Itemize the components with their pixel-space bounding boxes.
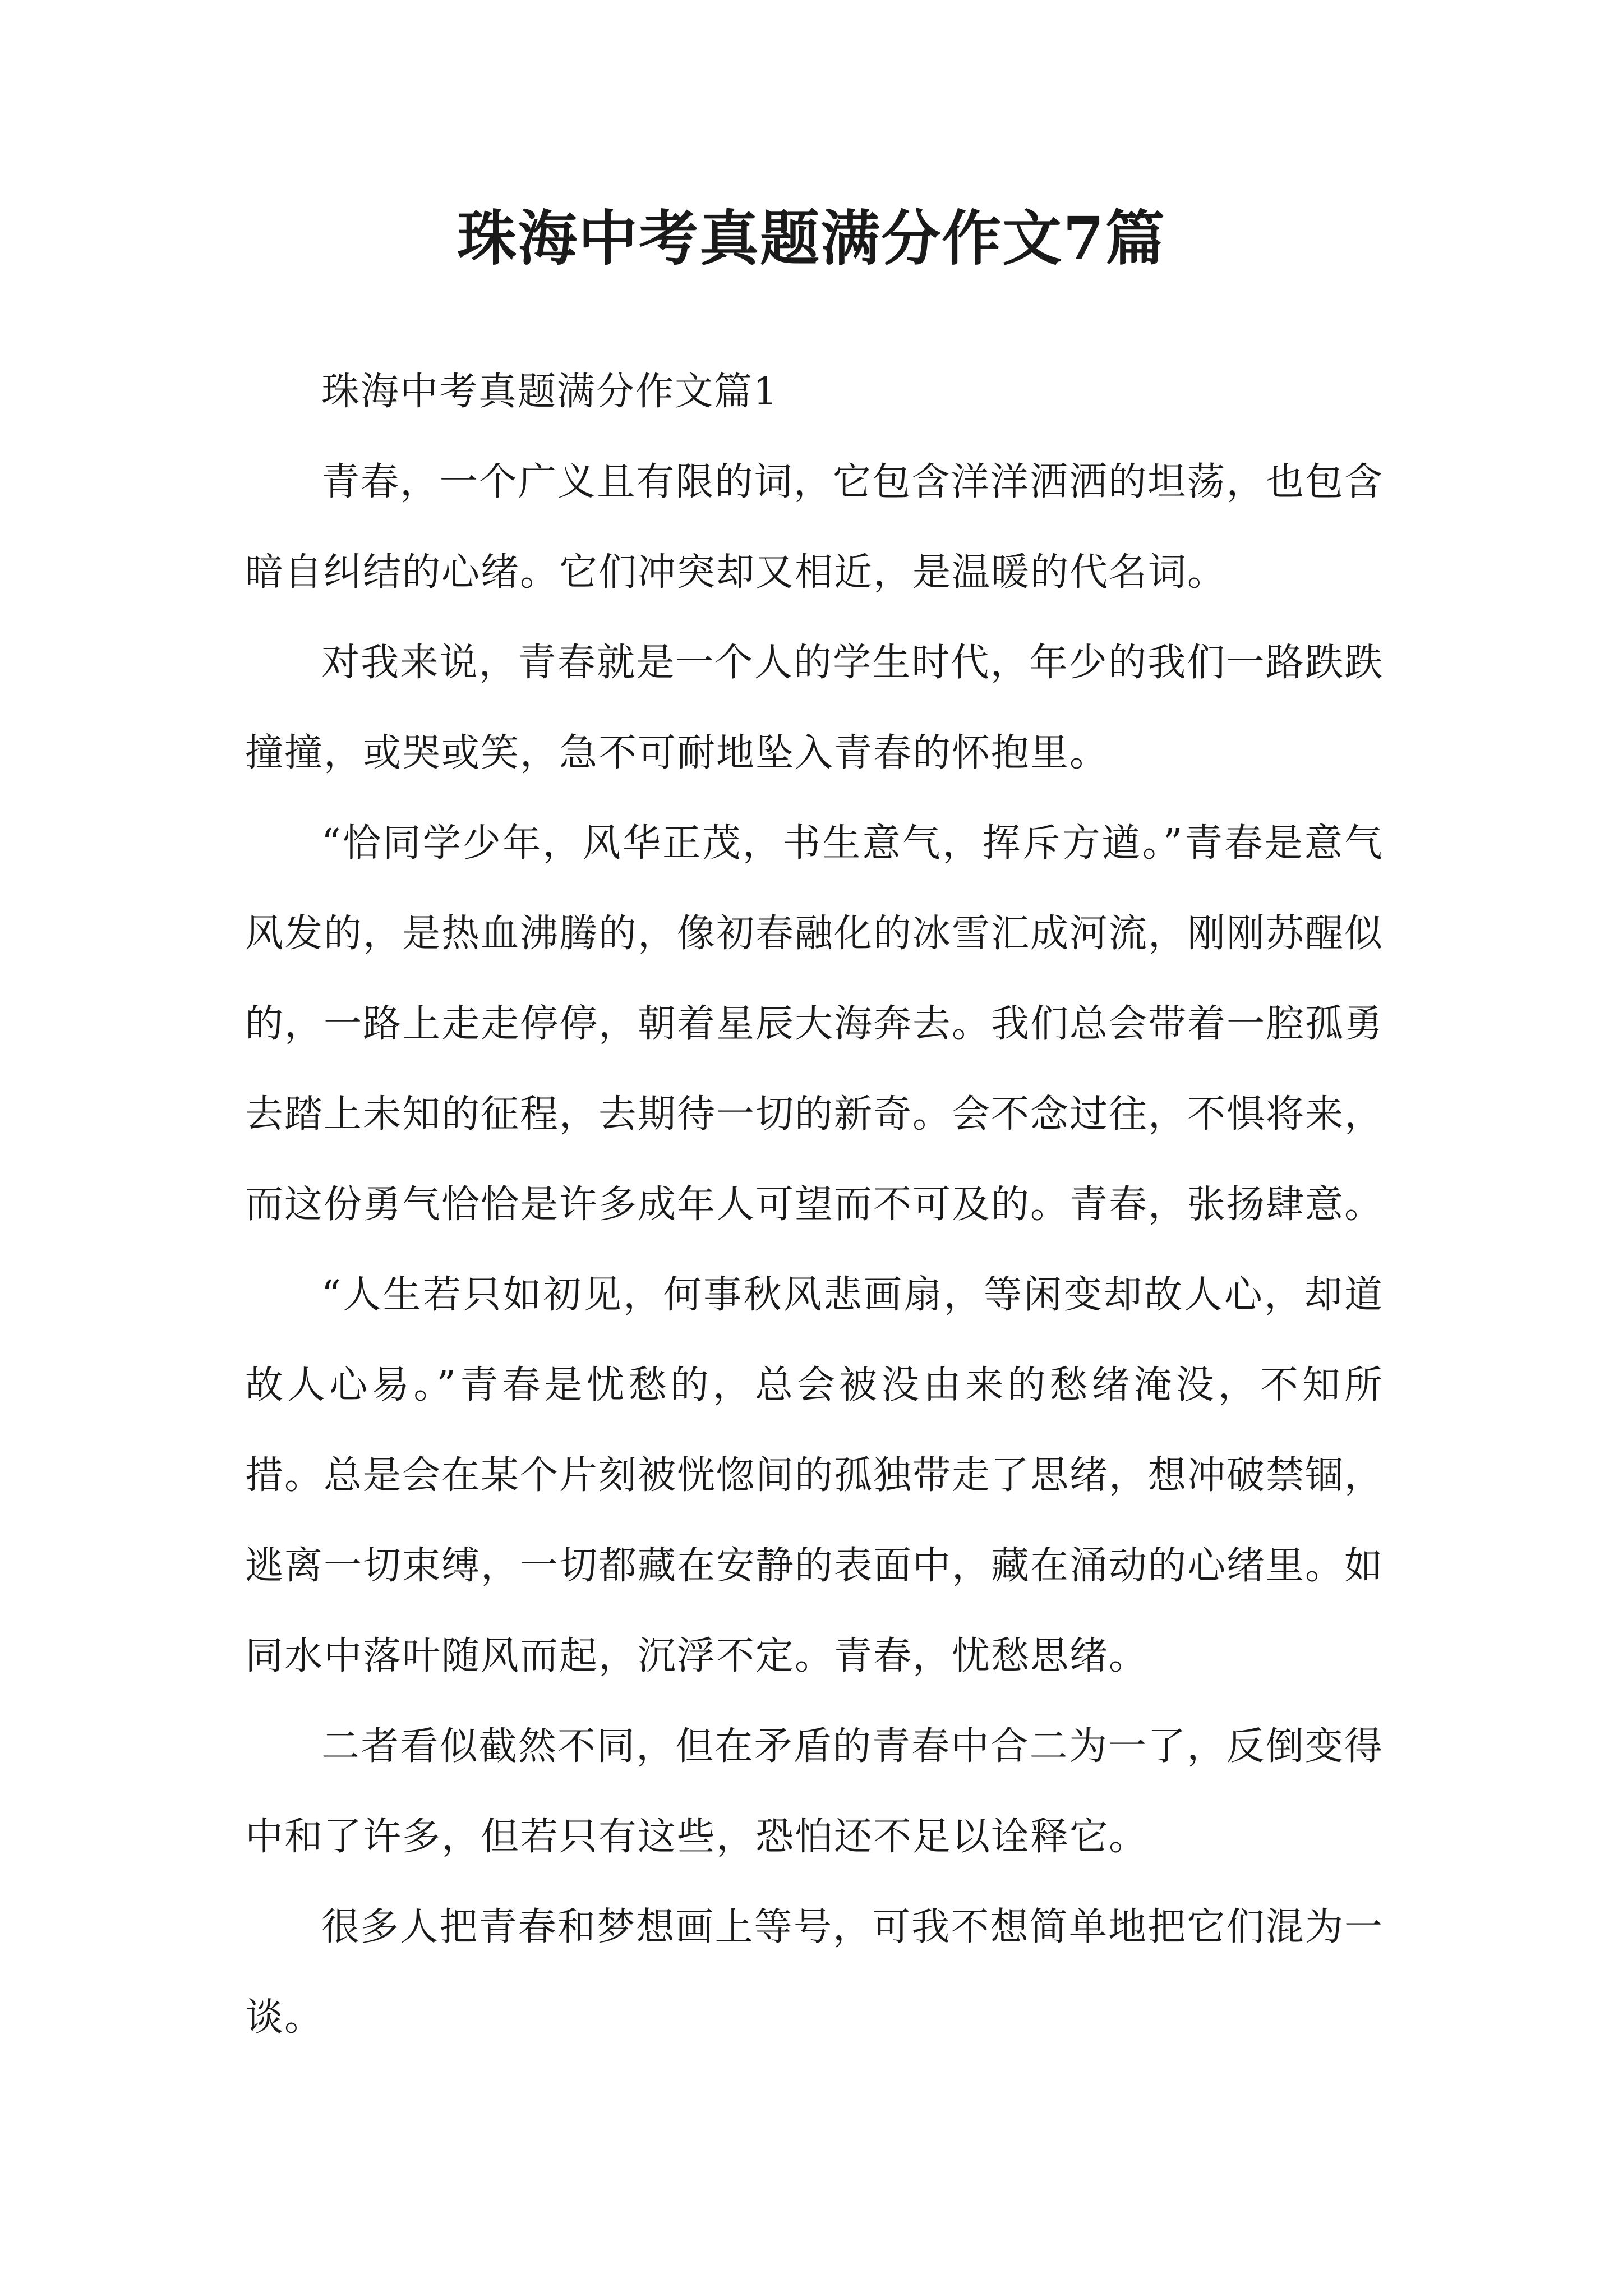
document-title: 珠海中考真题满分作文7篇 — [457, 203, 1166, 273]
paragraph-5: 二者看似截然不同，但在矛盾的青春中合二为一了，反倒变得中和了许多，但若只有这些，恐怕还不足以诠释它。 — [245, 1724, 1384, 1859]
paragraph-2: 对我来说，青春就是一个人的学生时代，年少的我们一路跌跌撞撞，或哭或笑，急不可耐地坠入青春的怀抱里。 — [245, 641, 1384, 775]
paragraph-4: “人生若只如初见，何事秋风悲画扇，等闲变却故人心，却道故人心易。”青春是忧愁的，总会被没由来的愁绪淹没，不知所措。总是会在某个片刻被恍惚间的孤独带走了思绪，想冲破禁锢，逃离一切束缚，一切都藏在安静的表面中，藏在涌动的心绪里。如同水中落叶随风而起，沉浮不定。青春，忧愁思绪。 — [245, 1273, 1384, 1678]
document-body — [245, 347, 1384, 2063]
paragraph-3: “恰同学少年，风华正茂，书生意气，挥斥方遒。”青春是意气风发的，是热血沸腾的，像初春融化的冰雪汇成河流，刚刚苏醒似的，一路上走走停停，朝着星辰大海奔去。我们总会带着一腔孤勇去踏上未知的征程，去期待一切的新奇。会不念过往，不惧将来，而这份勇气恰恰是许多成年人可望而不可及的。青春，张扬肆意。 — [245, 821, 1384, 1227]
paragraph-6: 很多人把青春和梦想画上等号，可我不想简单地把它们混为一谈。 — [245, 1905, 1384, 2040]
section-heading: 珠海中考真题满分作文篇1 — [321, 370, 779, 414]
paragraph-1: 青春，一个广义且有限的词，它包含洋洋洒洒的坦荡，也包含暗自纠结的心绪。它们冲突却又相近，是温暖的代名词。 — [245, 460, 1384, 595]
